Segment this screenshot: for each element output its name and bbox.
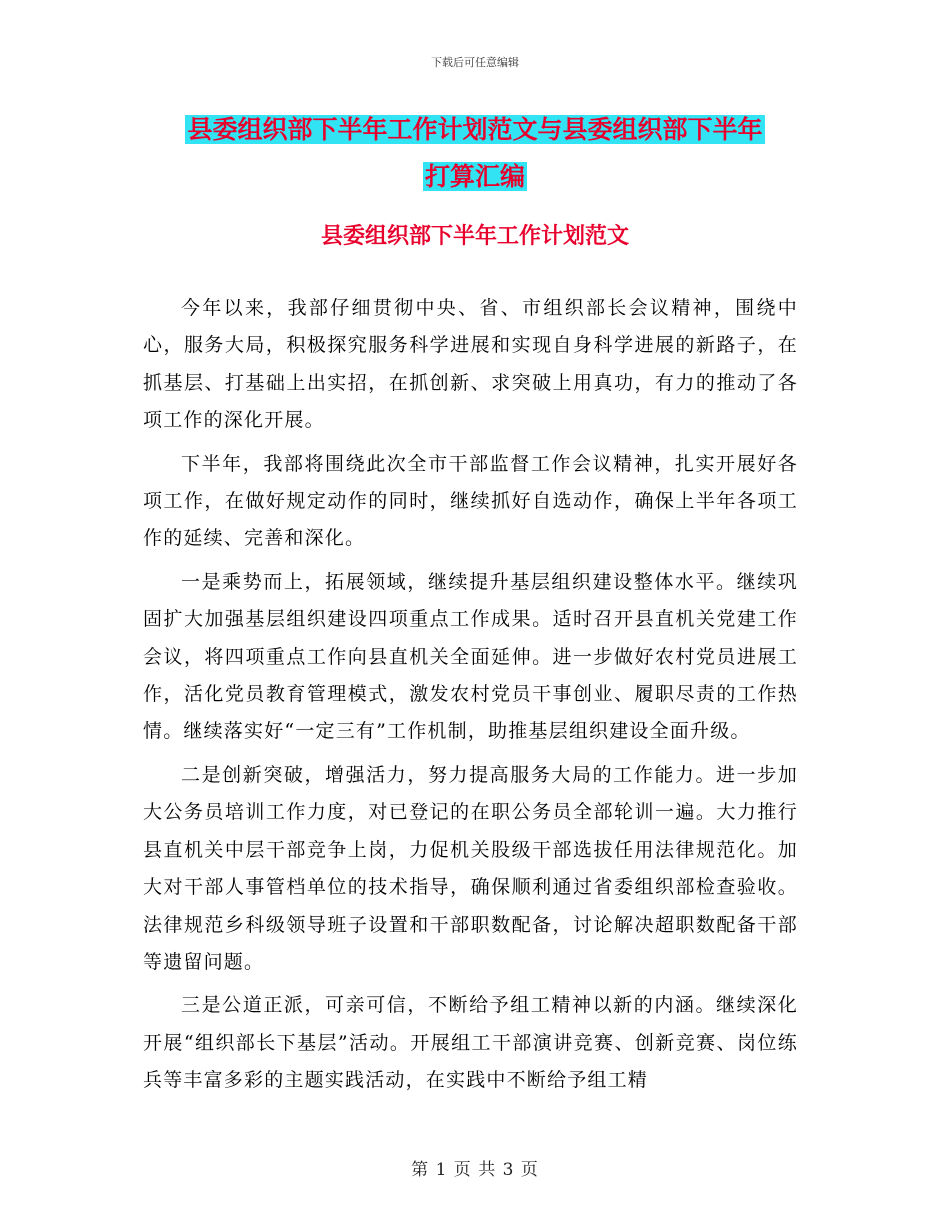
- document-title: [120, 106, 830, 200]
- header-note: 下载后可任意编辑: [431, 56, 519, 69]
- paragraph: 三是公道正派，可亲可信，不断给予组工精神以新的内涵。继续深化开展“组织部长下基层”活动。开展组工干部演讲竞赛、创新竞赛、岗位练兵等丰富多彩的主题实践活动，在实践中不断给予组工精: [143, 994, 798, 1092]
- page-footer: 第 1 页 共 3 页: [411, 1160, 539, 1180]
- paragraph: 下半年，我部将围绕此次全市干部监督工作会议精神，扎实开展好各项工作，在做好规定动作的同时，继续抓好自选动作，确保上半年各项工作的延续、完善和深化。: [143, 452, 798, 550]
- paragraph: 今年以来，我部仔细贯彻中央、省、市组织部长会议精神，围绕中心，服务大局，积极探究服务科学进展和实现自身科学进展的新路子，在抓基层、打基础上出实招，在抓创新、求突破上用真功，有力的推动了各项工作的深化开展。: [143, 297, 798, 432]
- paragraph: 二是创新突破，增强活力，努力提高服务大局的工作能力。进一步加大公务员培训工作力度，对已登记的在职公务员全部轮训一遍。大力推行县直机关中层干部竞争上岗，力促机关股级干部选拔任用法律规范化。加大对干部人事管档单位的技术指导，确保顺利通过省委组织部检查验收。法律规范乡科级领导班子设置和干部职数配备，讨论解决超职数配备干部等遗留问题。: [143, 763, 798, 973]
- document-body: [143, 290, 798, 1106]
- section-title: 县委组织部下半年工作计划范文: [320, 223, 629, 249]
- title-line-2: 打算汇编: [424, 162, 525, 191]
- title-line-1: 县委组织部下半年工作计划范文与县委组织部下半年: [187, 115, 763, 144]
- paragraph: 一是乘势而上，拓展领域，继续提升基层组织建设整体水平。继续巩固扩大加强基层组织建设四项重点工作成果。适时召开县直机关党建工作会议，将四项重点工作向县直机关全面延伸。进一步做好农村党员进展工作，活化党员教育管理模式，激发农村党员干事创业、履职尽责的工作热情。继续落实好“一定三有”工作机制，助推基层组织建设全面升级。: [143, 570, 798, 743]
